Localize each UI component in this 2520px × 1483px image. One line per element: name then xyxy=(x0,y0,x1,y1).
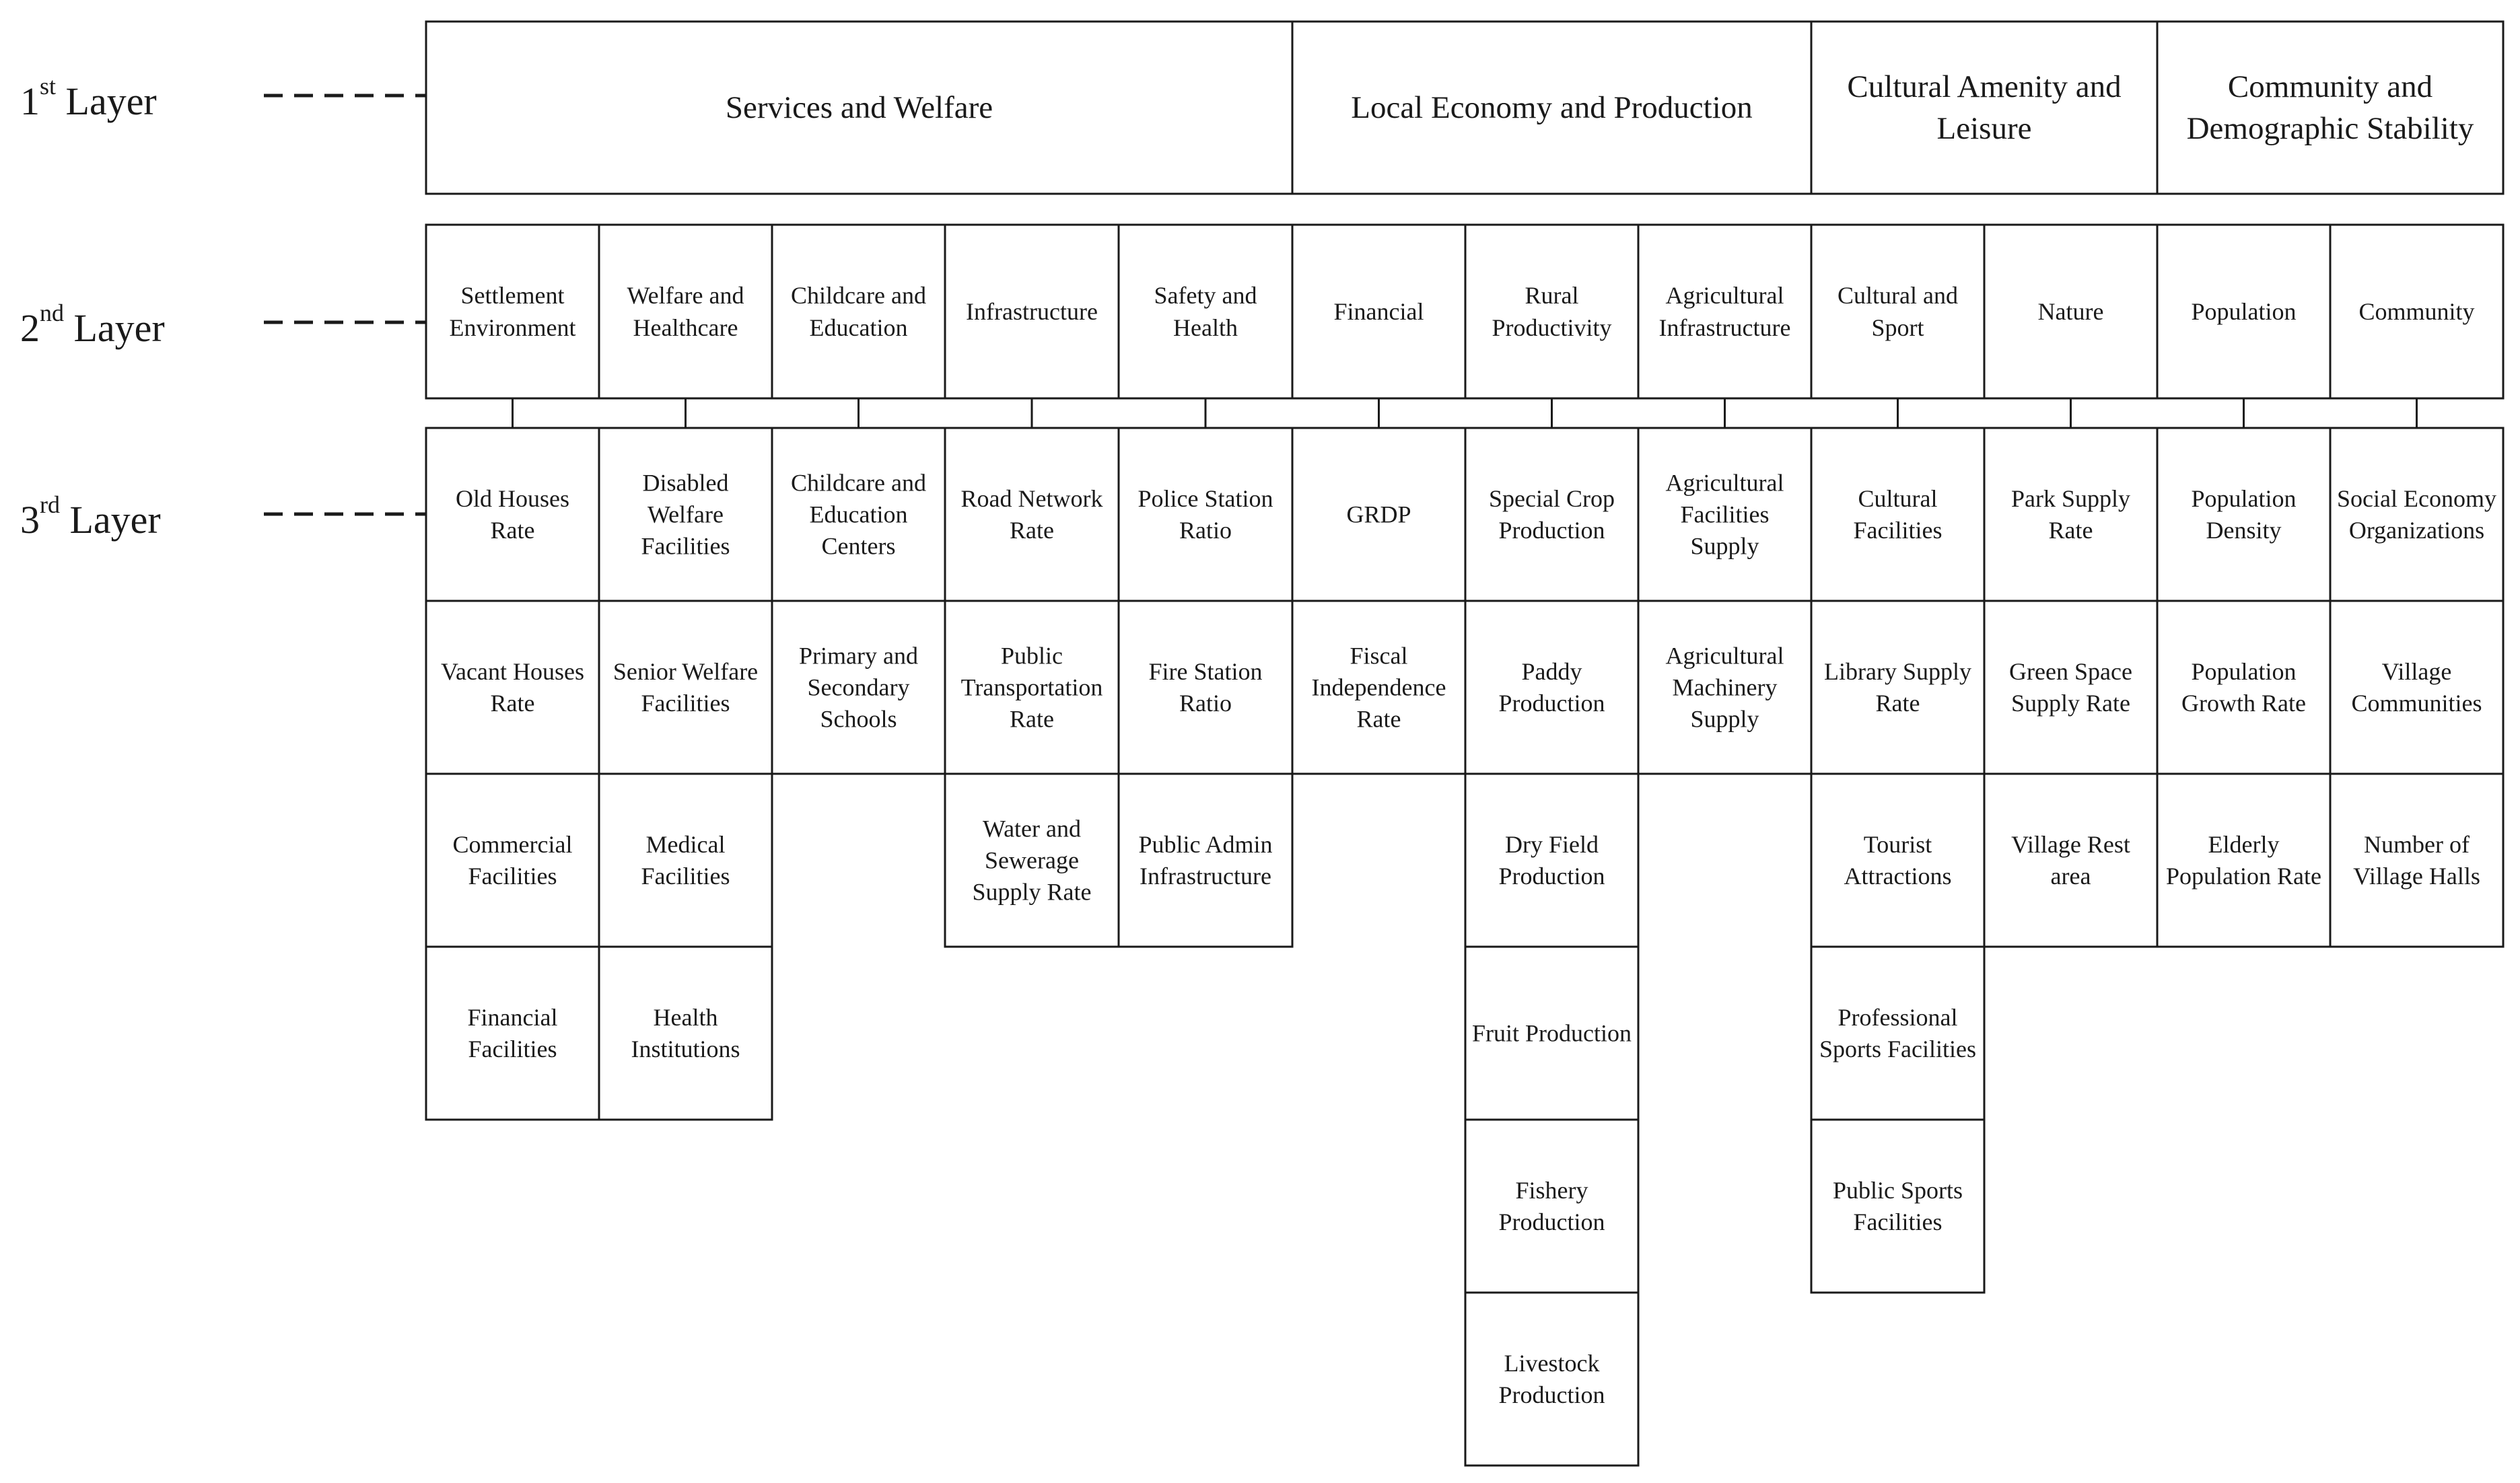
second-layer-box-rural-productivity-line-2: Productivity xyxy=(1492,314,1612,341)
layer-labels xyxy=(20,73,165,542)
layer-label-1 xyxy=(20,73,157,123)
third-layer-box-public-sports-facilities xyxy=(1811,1120,1984,1293)
third-layer-box-population-growth-rate-line-2: Growth Rate xyxy=(2181,690,2306,717)
layer-leader-dashes xyxy=(264,96,426,514)
third-layer-box-social-economy-organizations xyxy=(2330,428,2503,601)
layer-label-suffix: nd xyxy=(40,299,64,326)
third-layer-box-vacant-houses-rate xyxy=(426,601,599,774)
third-layer-box-number-of-village-halls xyxy=(2330,774,2503,947)
third-layer-box-village-rest-area-line-1: Village Rest xyxy=(2011,831,2130,858)
first-layer-box-cultural-amenity-and-leisure-line-1: Cultural Amenity and xyxy=(1847,69,2122,104)
third-layer-box-primary-and-secondary-schools-line-3: Schools xyxy=(820,705,897,733)
third-layer-box-dry-field-production-line-2: Production xyxy=(1498,863,1605,890)
third-layer-box-commercial-facilities xyxy=(426,774,599,947)
second-layer-box-infrastructure-line-1: Infrastructure xyxy=(966,298,1098,325)
layer-label-number: 3 xyxy=(20,497,40,542)
third-layer-box-livestock-production-line-2: Production xyxy=(1498,1381,1605,1408)
third-layer-box-public-transportation-rate-line-3: Rate xyxy=(1010,705,1054,733)
second-layer-box-agricultural-infrastructure xyxy=(1638,225,1811,398)
first-layer-box-community-and-demographic-stability-line-2: Demographic Stability xyxy=(2186,111,2474,146)
third-layer-box-paddy-production-line-2: Production xyxy=(1498,690,1605,717)
third-layer-box-fiscal-independence-rate-line-3: Rate xyxy=(1356,705,1401,733)
third-layer-boxes xyxy=(426,428,2503,1466)
second-layer-box-cultural-and-sport-line-2: Sport xyxy=(1871,314,1924,341)
third-layer-box-library-supply-rate-line-1: Library Supply xyxy=(1824,658,1971,685)
third-layer-box-public-transportation-rate-line-2: Transportation xyxy=(960,674,1103,701)
third-layer-box-grdp-line-1: GRDP xyxy=(1346,501,1411,528)
third-layer-box-financial-facilities xyxy=(426,947,599,1120)
second-layer-box-rural-productivity-line-1: Rural xyxy=(1525,282,1579,309)
third-layer-box-village-communities-line-2: Communities xyxy=(2351,690,2482,717)
third-layer-box-health-institutions xyxy=(599,947,772,1120)
third-layer-box-social-economy-organizations-line-1: Social Economy xyxy=(2337,485,2496,512)
layer-label-suffix: rd xyxy=(40,491,60,518)
second-layer-box-childcare-and-education-line-1: Childcare and xyxy=(791,282,926,309)
third-layer-box-tourist-attractions-line-2: Attractions xyxy=(1844,863,1952,890)
third-layer-box-elderly-population-rate xyxy=(2157,774,2330,947)
third-layer-box-medical-facilities-line-2: Facilities xyxy=(641,863,730,890)
third-layer-box-library-supply-rate-line-2: Rate xyxy=(1875,690,1920,717)
third-layer-box-village-communities-line-1: Village xyxy=(2381,658,2452,685)
third-layer-box-park-supply-rate xyxy=(1984,428,2157,601)
third-layer-box-tourist-attractions xyxy=(1811,774,1984,947)
second-layer-box-agricultural-infrastructure-line-1: Agricultural xyxy=(1665,282,1784,309)
third-layer-box-senior-welfare-facilities-line-1: Senior Welfare xyxy=(612,658,759,685)
third-layer-box-park-supply-rate-line-1: Park Supply xyxy=(2010,485,2131,512)
third-layer-box-livestock-production xyxy=(1465,1293,1638,1466)
layer-label-word: Layer xyxy=(56,79,157,123)
third-layer-box-cultural-facilities-line-1: Cultural xyxy=(1858,485,1938,512)
third-layer-box-population-density-line-2: Density xyxy=(2206,517,2282,544)
third-layer-box-public-admin-infrastructure-line-1: Public Admin xyxy=(1138,831,1273,858)
third-layer-box-police-station-ratio-line-2: Ratio xyxy=(1179,517,1232,544)
first-layer-box-cultural-amenity-and-leisure-line-2: Leisure xyxy=(1936,111,2032,146)
third-layer-box-primary-and-secondary-schools-line-1: Primary and xyxy=(799,642,918,670)
layer-label-word: Layer xyxy=(64,305,165,350)
layer-label-word: Layer xyxy=(60,497,161,542)
layer-connectors xyxy=(513,398,2417,428)
second-layer-box-safety-and-health-line-1: Safety and xyxy=(1154,282,1257,309)
second-layer-boxes xyxy=(426,225,2503,398)
second-layer-box-agricultural-infrastructure-line-2: Infrastructure xyxy=(1658,314,1791,341)
third-layer-box-paddy-production-line-1: Paddy xyxy=(1521,658,1582,685)
third-layer-box-water-and-sewerage-supply-rate-line-3: Supply Rate xyxy=(972,878,1092,906)
third-layer-box-water-and-sewerage-supply-rate-line-2: Sewerage xyxy=(985,846,1079,874)
third-layer-box-primary-and-secondary-schools-line-2: Secondary xyxy=(807,674,910,701)
layer-label-3 xyxy=(20,491,161,542)
second-layer-box-community-line-1: Community xyxy=(2358,298,2475,325)
first-layer-box-cultural-amenity-and-leisure xyxy=(1811,22,2157,194)
third-layer-box-public-admin-infrastructure xyxy=(1119,774,1292,947)
second-layer-box-rural-productivity xyxy=(1465,225,1638,398)
second-layer-box-welfare-and-healthcare-line-2: Healthcare xyxy=(633,314,738,341)
third-layer-box-population-density-line-1: Population xyxy=(2191,485,2297,512)
third-layer-box-fire-station-ratio-line-1: Fire Station xyxy=(1148,658,1263,685)
third-layer-box-cultural-facilities-line-2: Facilities xyxy=(1853,517,1943,544)
second-layer-box-childcare-and-education-line-2: Education xyxy=(809,314,908,341)
third-layer-box-green-space-supply-rate xyxy=(1984,601,2157,774)
third-layer-box-green-space-supply-rate-line-1: Green Space xyxy=(2009,658,2132,685)
third-layer-box-financial-facilities-line-2: Facilities xyxy=(468,1036,557,1062)
third-layer-box-paddy-production xyxy=(1465,601,1638,774)
second-layer-box-welfare-and-healthcare xyxy=(599,225,772,398)
third-layer-box-disabled-welfare-facilities-line-2: Welfare xyxy=(647,501,724,528)
second-layer-box-cultural-and-sport-line-1: Cultural and xyxy=(1838,282,1958,309)
third-layer-box-special-crop-production-line-2: Production xyxy=(1498,517,1605,544)
third-layer-box-elderly-population-rate-line-1: Elderly xyxy=(2208,831,2280,858)
layer-label-2 xyxy=(20,299,165,350)
third-layer-box-public-sports-facilities-line-1: Public Sports xyxy=(1832,1177,1963,1204)
third-layer-box-village-rest-area-line-2: area xyxy=(2050,863,2091,890)
second-layer-box-financial-line-1: Financial xyxy=(1333,298,1424,325)
third-layer-box-agricultural-machinery-supply-line-2: Machinery xyxy=(1672,674,1778,701)
third-layer-box-old-houses-rate-line-1: Old Houses xyxy=(456,485,569,512)
third-layer-box-police-station-ratio-line-1: Police Station xyxy=(1138,485,1273,512)
third-layer-box-old-houses-rate-line-2: Rate xyxy=(490,517,535,544)
third-layer-box-childcare-and-education-centers-line-3: Centers xyxy=(821,532,896,560)
third-layer-box-senior-welfare-facilities-line-2: Facilities xyxy=(641,690,730,717)
third-layer-box-dry-field-production xyxy=(1465,774,1638,947)
third-layer-box-health-institutions-line-1: Health xyxy=(653,1004,718,1031)
third-layer-box-road-network-rate xyxy=(945,428,1119,601)
third-layer-box-special-crop-production xyxy=(1465,428,1638,601)
third-layer-box-commercial-facilities-line-1: Commercial xyxy=(452,831,573,858)
third-layer-box-fruit-production-line-1: Fruit Production xyxy=(1471,1019,1632,1047)
third-layer-box-disabled-welfare-facilities-line-1: Disabled xyxy=(642,469,729,497)
third-layer-box-cultural-facilities xyxy=(1811,428,1984,601)
second-layer-box-welfare-and-healthcare-line-1: Welfare and xyxy=(627,282,744,309)
third-layer-box-public-admin-infrastructure-line-2: Infrastructure xyxy=(1140,863,1271,890)
third-layer-box-agricultural-machinery-supply-line-3: Supply xyxy=(1690,705,1759,733)
third-layer-box-green-space-supply-rate-line-2: Supply Rate xyxy=(2011,690,2130,717)
third-layer-box-agricultural-facilities-supply-line-3: Supply xyxy=(1690,532,1759,560)
third-layer-box-fire-station-ratio xyxy=(1119,601,1292,774)
third-layer-box-medical-facilities-line-1: Medical xyxy=(645,831,726,858)
third-layer-box-water-and-sewerage-supply-rate-line-1: Water and xyxy=(982,815,1082,842)
second-layer-box-nature-line-1: Nature xyxy=(2037,298,2104,325)
third-layer-box-financial-facilities-line-1: Financial xyxy=(467,1004,558,1031)
third-layer-box-senior-welfare-facilities xyxy=(599,601,772,774)
first-layer-box-local-economy-and-production-line-1: Local Economy and Production xyxy=(1351,90,1753,125)
third-layer-box-medical-facilities xyxy=(599,774,772,947)
third-layer-box-commercial-facilities-line-2: Facilities xyxy=(468,863,557,890)
third-layer-box-road-network-rate-line-2: Rate xyxy=(1010,517,1054,544)
second-layer-box-settlement-environment-line-2: Environment xyxy=(449,314,576,341)
third-layer-box-health-institutions-line-2: Institutions xyxy=(631,1036,740,1062)
third-layer-box-village-communities xyxy=(2330,601,2503,774)
third-layer-box-tourist-attractions-line-1: Tourist xyxy=(1863,831,1932,858)
third-layer-box-special-crop-production-line-1: Special Crop xyxy=(1489,485,1615,512)
third-layer-box-number-of-village-halls-line-1: Number of xyxy=(2364,831,2470,858)
third-layer-box-public-sports-facilities-line-2: Facilities xyxy=(1853,1208,1943,1235)
first-layer-box-community-and-demographic-stability-line-1: Community and xyxy=(2227,69,2433,104)
third-layer-box-agricultural-facilities-supply-line-2: Facilities xyxy=(1680,501,1770,528)
third-layer-box-fiscal-independence-rate-line-2: Independence xyxy=(1311,674,1446,701)
third-layer-box-public-transportation-rate-line-1: Public xyxy=(1000,642,1063,670)
second-layer-box-settlement-environment-line-1: Settlement xyxy=(460,282,565,309)
third-layer-box-old-houses-rate xyxy=(426,428,599,601)
third-layer-box-vacant-houses-rate-line-1: Vacant Houses xyxy=(441,658,584,685)
third-layer-box-road-network-rate-line-1: Road Network xyxy=(960,485,1103,512)
first-layer-boxes xyxy=(426,22,2503,194)
third-layer-box-library-supply-rate xyxy=(1811,601,1984,774)
third-layer-box-childcare-and-education-centers-line-1: Childcare and xyxy=(791,469,926,497)
second-layer-box-population-line-1: Population xyxy=(2191,298,2297,325)
third-layer-box-fishery-production-line-1: Fishery xyxy=(1515,1177,1588,1204)
third-layer-box-number-of-village-halls-line-2: Village Halls xyxy=(2353,863,2480,890)
third-layer-box-fishery-production xyxy=(1465,1120,1638,1293)
third-layer-box-professional-sports-facilities xyxy=(1811,947,1984,1120)
third-layer-box-childcare-and-education-centers-line-2: Education xyxy=(809,501,908,528)
third-layer-box-fire-station-ratio-line-2: Ratio xyxy=(1179,690,1232,717)
layer-label-number: 2 xyxy=(20,305,40,350)
third-layer-box-agricultural-facilities-supply-line-1: Agricultural xyxy=(1665,469,1784,497)
third-layer-box-village-rest-area xyxy=(1984,774,2157,947)
third-layer-box-professional-sports-facilities-line-1: Professional xyxy=(1838,1004,1958,1031)
third-layer-box-elderly-population-rate-line-2: Population Rate xyxy=(2166,863,2321,890)
third-layer-box-professional-sports-facilities-line-2: Sports Facilities xyxy=(1819,1036,1976,1062)
third-layer-box-fiscal-independence-rate-line-1: Fiscal xyxy=(1350,642,1408,670)
third-layer-box-vacant-houses-rate-line-2: Rate xyxy=(490,690,535,717)
third-layer-box-disabled-welfare-facilities-line-3: Facilities xyxy=(641,532,730,560)
third-layer-box-fishery-production-line-2: Production xyxy=(1498,1208,1605,1235)
third-layer-box-agricultural-machinery-supply-line-1: Agricultural xyxy=(1665,642,1784,670)
first-layer-box-community-and-demographic-stability xyxy=(2157,22,2503,194)
third-layer-box-social-economy-organizations-line-2: Organizations xyxy=(2348,517,2485,544)
layer-label-suffix: st xyxy=(40,73,57,100)
third-layer-box-park-supply-rate-line-2: Rate xyxy=(2048,517,2093,544)
third-layer-box-population-density xyxy=(2157,428,2330,601)
second-layer-box-childcare-and-education xyxy=(772,225,945,398)
second-layer-box-safety-and-health-line-2: Health xyxy=(1173,314,1238,341)
second-layer-box-safety-and-health xyxy=(1119,225,1292,398)
third-layer-box-police-station-ratio xyxy=(1119,428,1292,601)
second-layer-box-settlement-environment xyxy=(426,225,599,398)
layer-label-number: 1 xyxy=(20,79,40,123)
third-layer-box-dry-field-production-line-1: Dry Field xyxy=(1505,831,1599,858)
third-layer-box-population-growth-rate xyxy=(2157,601,2330,774)
third-layer-box-livestock-production-line-1: Livestock xyxy=(1504,1350,1600,1377)
third-layer-box-population-growth-rate-line-1: Population xyxy=(2191,658,2297,685)
first-layer-box-services-and-welfare-line-1: Services and Welfare xyxy=(725,90,993,125)
second-layer-box-cultural-and-sport xyxy=(1811,225,1984,398)
